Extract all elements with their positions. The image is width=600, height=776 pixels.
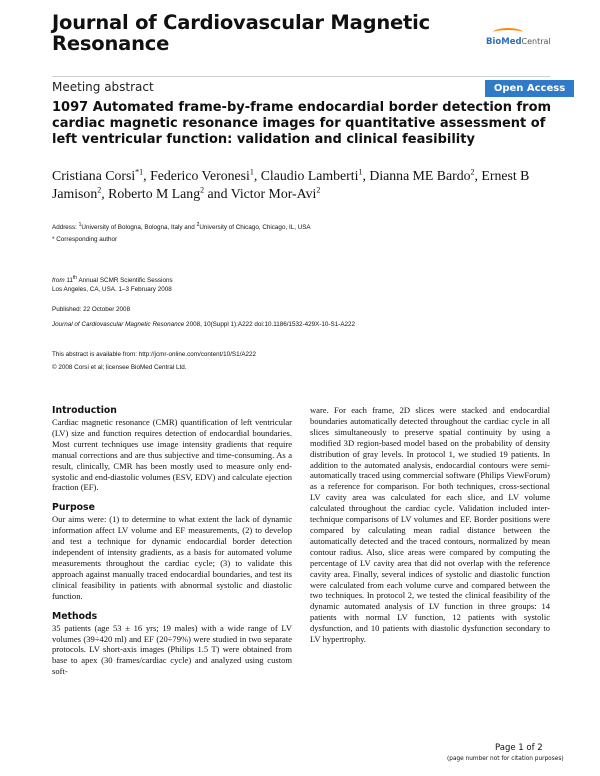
right-column bbox=[310, 405, 550, 654]
author-address: Address: $^1$University of Bologna, Bologna, Italy and $^2$University of Chicago, Chicago, IL, USA bbox=[52, 221, 311, 231]
author-affiliation-sup: 2 bbox=[470, 167, 475, 177]
author-name: Victor Mor-Avi bbox=[230, 186, 317, 201]
author-separator: , bbox=[474, 168, 482, 183]
author-name: Federico Veronesi bbox=[150, 168, 250, 183]
methods-heading: Methods bbox=[52, 610, 98, 622]
logo-arc-icon bbox=[493, 28, 523, 37]
biomed-central-logo: BioMedCentral bbox=[486, 37, 546, 53]
introduction-text: Cardiac magnetic resonance (CMR) quantification of left ventricular (LV) size and function requires detection of endocardial boundaries. Most current techniques use image intensity gradients that require manual corrections and are thus subjective and time-consuming. As a result, clinically, CMR has been mostly used to measure only end-systolic and end-diastolic volumes (ESV, EDV) and calculate ejection fraction (EF). bbox=[52, 417, 292, 493]
journal-title: Journal of Cardiovascular Magnetic Resonance bbox=[52, 11, 431, 55]
author-separator: , bbox=[362, 168, 370, 183]
citation: Journal of Cardiovascular Magnetic Resonance 2008, 10(Suppl 1):A222 doi:10.1186/1532-429X-10-S1-A222 bbox=[52, 321, 356, 328]
author-name: Ernest B Jamison bbox=[52, 168, 530, 201]
author-affiliation-sup: 2 bbox=[97, 185, 102, 195]
meeting-source: from 11th Annual SCMR Scientific Sessions bbox=[52, 274, 173, 284]
author-list bbox=[52, 167, 572, 203]
methods-text: 35 patients (age 53 ± 16 yrs; 19 males) with a wide range of LV volumes (39÷420 ml) and EF (20÷79%) were studied in two separate protocols. LV short-axis images (Philips 1.5 T) were obtained from base to apex (30 frames/cardiac cycle) and analyzed using custom soft- bbox=[52, 622, 292, 677]
corresponding-author-note: * Corresponding author bbox=[52, 236, 118, 243]
author-name: Dianna ME Bardo bbox=[369, 168, 471, 183]
author-affiliation-sup: 1 bbox=[358, 167, 363, 177]
page-number: Page 1 of 2 bbox=[495, 743, 543, 753]
author-affiliation-sup: 2 bbox=[316, 185, 321, 195]
author-separator: , bbox=[143, 168, 151, 183]
meeting-location: Los Angeles, CA, USA. 1–3 February 2008 bbox=[52, 286, 172, 293]
author-name: Cristiana Corsi bbox=[52, 168, 136, 183]
author-affiliation-sup: *1 bbox=[135, 167, 144, 177]
purpose-heading: Purpose bbox=[52, 502, 95, 514]
author-separator: , bbox=[253, 168, 261, 183]
purpose-text: Our aims were: (1) to determine to what extent the lack of dynamic information affect LV volume and EF measurements, (2) to develop and test a technique for dynamic endocardial border detection independent of intensity gradients, as a basis for automated volume measurements throughout the cardiac cycle; (3) to validate this approach against manually traced endocardial boundaries, and test its clinical feasibility in patients with abnormal systolic and diastolic function. bbox=[52, 514, 292, 601]
article-title: 1097 Automated frame-by-frame endocardial border detection from cardiac magnetic resonance images for quantitative assessment of left ventricular function: validation and clinical feasibility bbox=[52, 100, 552, 147]
introduction-heading: Introduction bbox=[52, 405, 117, 416]
open-access-badge: Open Access bbox=[485, 80, 574, 97]
author-separator: and bbox=[204, 186, 231, 201]
author-affiliation-sup: 2 bbox=[200, 185, 205, 195]
article-type: Meeting abstract bbox=[52, 80, 154, 94]
availability-url[interactable]: This abstract is available from: http://jcmr-online.com/content/10/S1/A222 bbox=[52, 351, 257, 358]
published-date: Published: 22 October 2008 bbox=[52, 306, 131, 313]
left-column bbox=[52, 405, 292, 686]
methods-continued-text: ware. For each frame, 2D slices were stacked and endocardial boundaries automatically detected throughout the cardiac cycle in all slices simultaneously to preserve spatial continuity by using a modified 3D region-based model based on the probability of density distribution of gray levels. In protocol 1, we studied 19 patients. In addition to the automated analysis, endocardial contours were semi-automatically traced using commercial software (Philips ViewForum) as a reference for comparison. For both techniques, cross-sectional LV cavity area was calculated for each slice, and LV volume calculated throughout the cardiac cycle. Validation included inter-technique comparisons of LV volumes and EF. Border positions were compared by calculating mean radial distance between the automatically detected and the traced contours, normalized by mean contour radius. Also, slice areas were compared by computing the percentage of LV cavity area that did not overlap with the reference cavity area. Finally, several indices of systolic and diastolic function were calculated from each volume curve and compared between the two techniques. In protocol 2, we tested the clinical feasibility of the dynamic automated analysis of LV function in three groups: 14 patients with normal LV function, 12 patients with systolic dysfunction, and 10 patients with diastolic dysfunction secondary to LV hypertrophy. bbox=[310, 405, 550, 645]
page-number-note: (page number not for citation purposes) bbox=[447, 756, 564, 762]
author-separator: , bbox=[101, 186, 109, 201]
author-name: Roberto M Lang bbox=[108, 186, 201, 201]
copyright: © 2008 Corsi et al; licensee BioMed Central Ltd. bbox=[52, 364, 187, 371]
author-name: Claudio Lamberti bbox=[260, 168, 359, 183]
author-affiliation-sup: 1 bbox=[249, 167, 254, 177]
header-divider bbox=[52, 76, 550, 77]
